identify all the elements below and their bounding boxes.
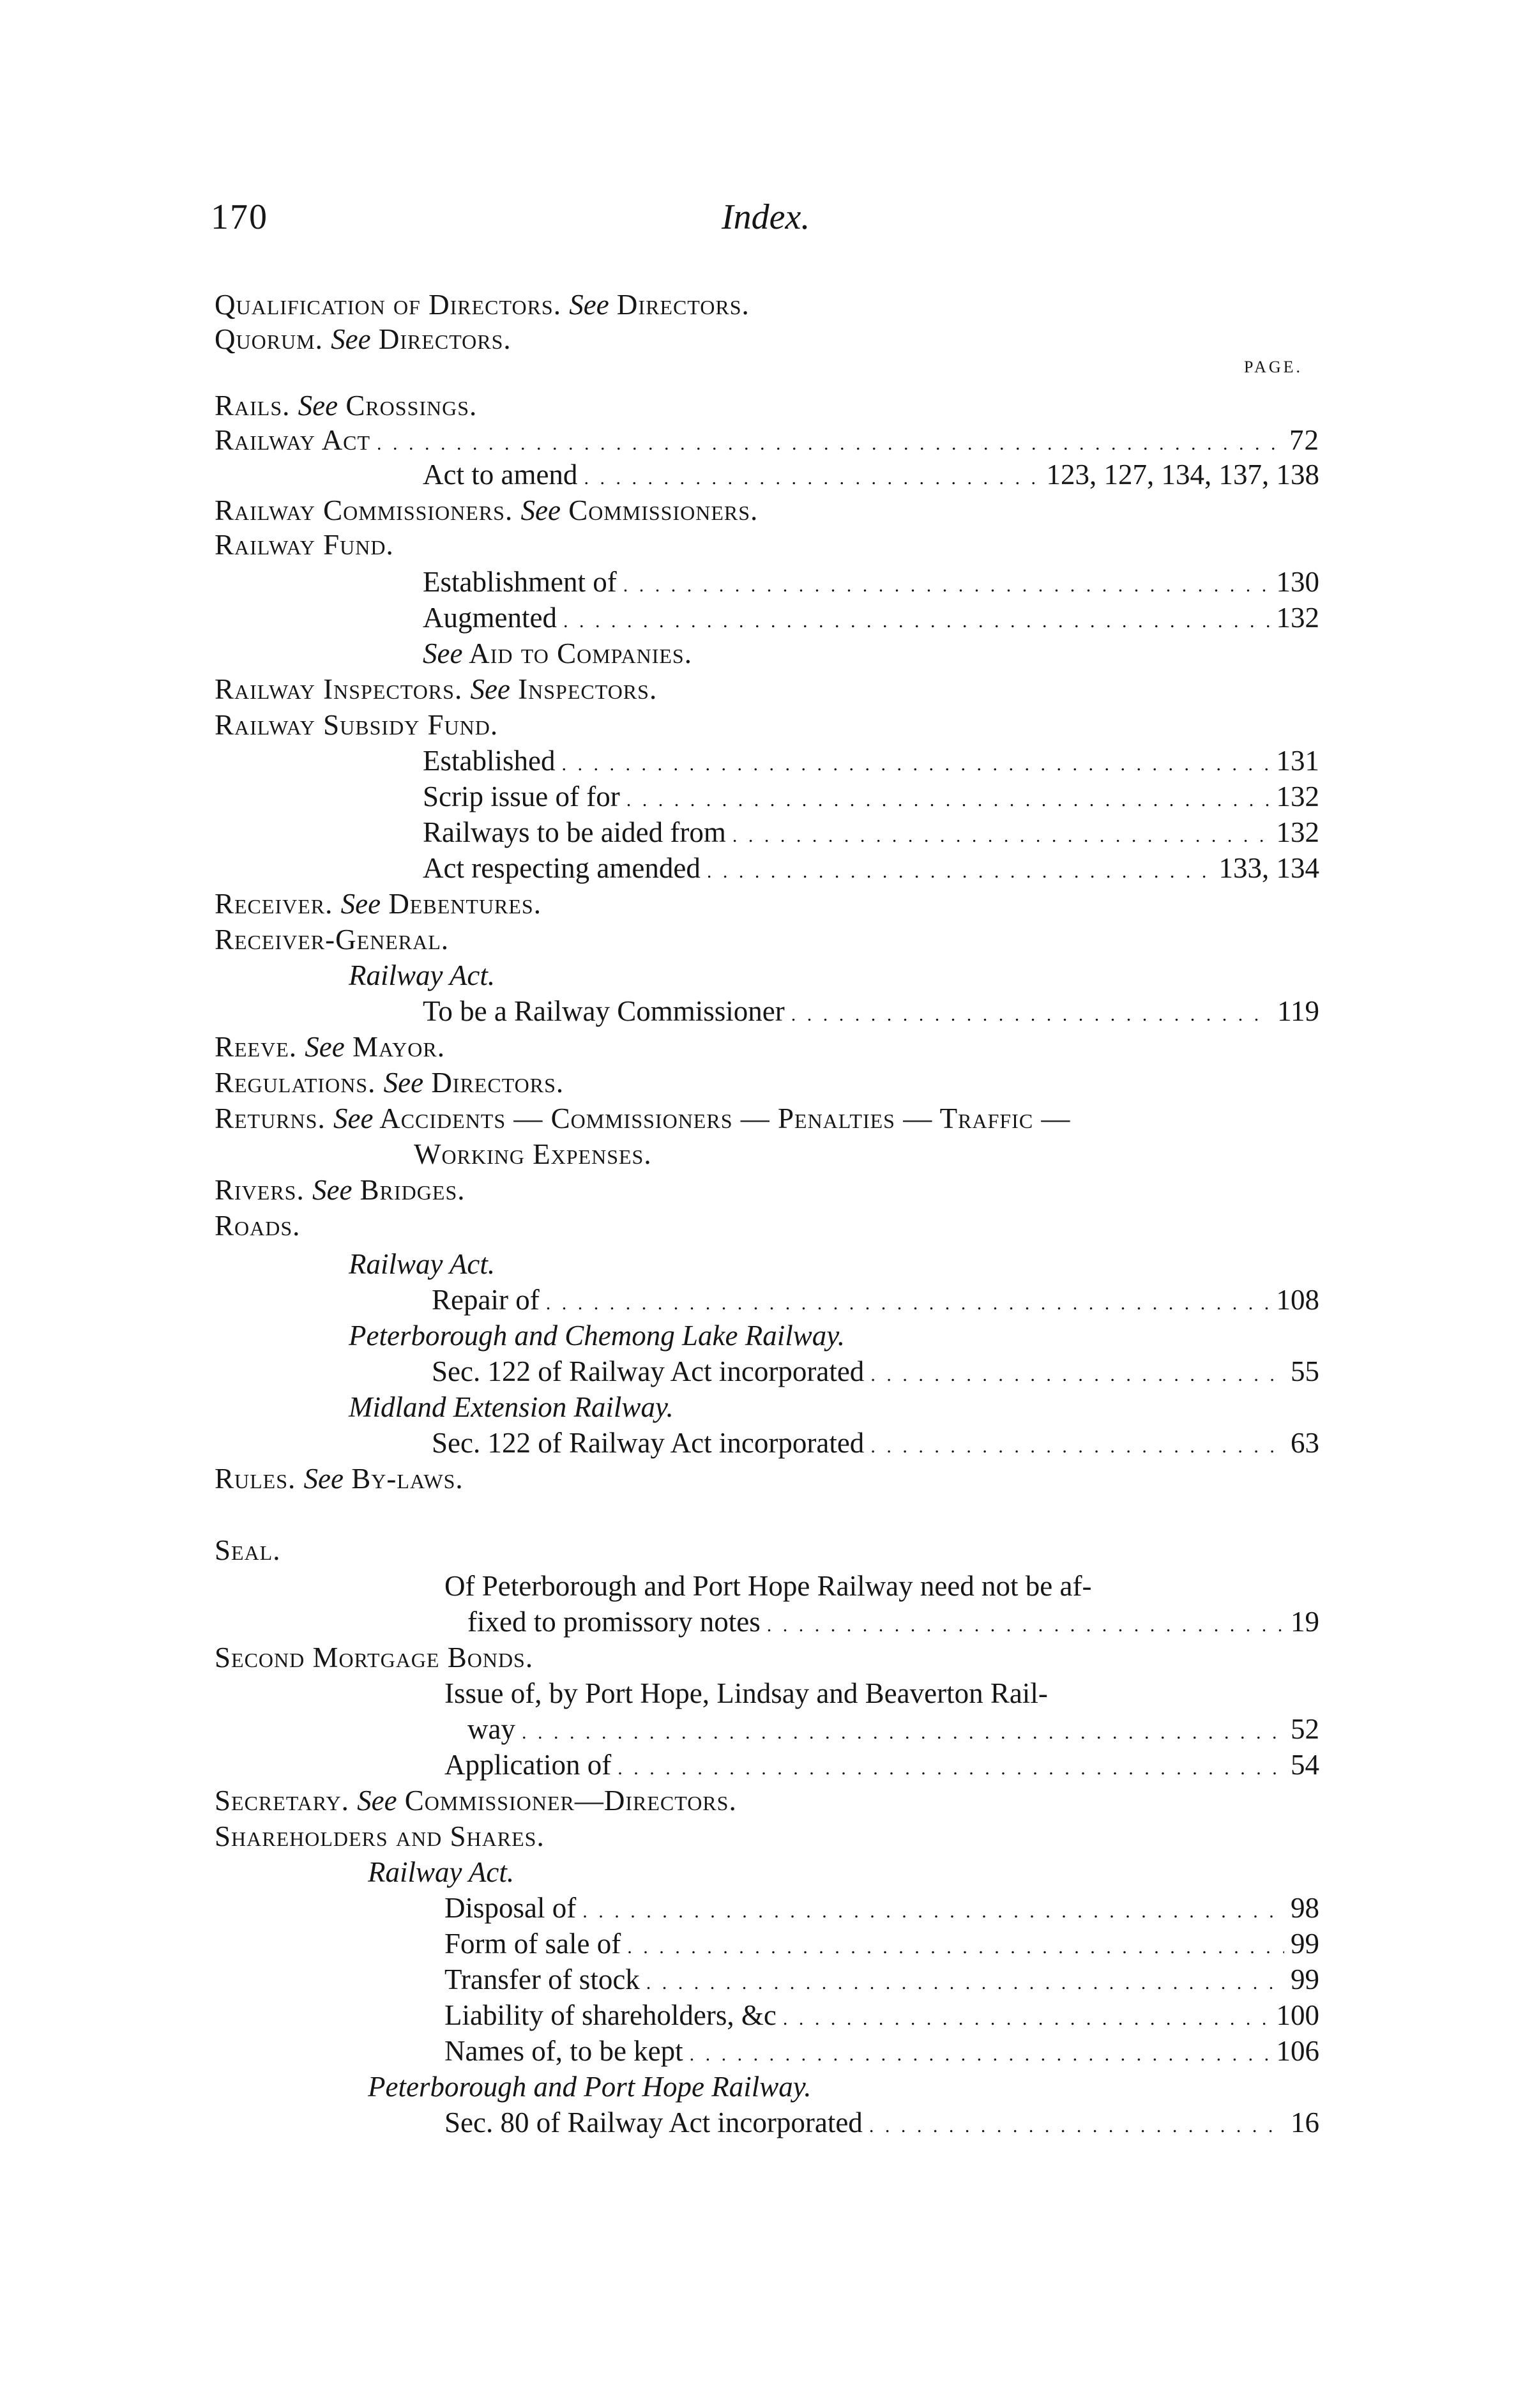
subentry-label: Act to amend: [423, 459, 578, 491]
entry-heading: Rivers.: [215, 1174, 305, 1206]
entry-heading: Railway Commissioners.: [215, 494, 513, 526]
index-entry-rules: [215, 1459, 1319, 1498]
index-entry-shareholders: [215, 1817, 1319, 1856]
index-entry-reeve: [215, 1027, 1319, 1067]
subentry-transfer: [215, 1960, 1319, 1999]
see-reference: See: [340, 888, 381, 920]
subentry-label: Establishment of: [423, 566, 617, 598]
subentry-label: fixed to promissory notes: [467, 1606, 761, 1638]
index-entry-regulations: [215, 1063, 1319, 1102]
index-entry-railway-subsidy-fund: [215, 705, 1319, 745]
page-reference: 132: [1276, 781, 1319, 812]
page-reference: 54: [1291, 1749, 1319, 1781]
subheading-railway-act: Railway Act.: [349, 959, 496, 991]
subentry-label: Repair of: [432, 1284, 540, 1316]
see-reference: See: [520, 494, 561, 526]
page-number: 170: [211, 197, 268, 237]
entry-heading: Second Mortgage Bonds.: [215, 1642, 534, 1673]
entry-heading: Rules.: [215, 1463, 296, 1495]
index-entry-roads: [215, 1206, 1319, 1246]
subentry-label: Transfer of stock: [444, 1963, 640, 1995]
page-reference: 19: [1291, 1606, 1319, 1638]
subentry-label: Established: [423, 745, 556, 777]
subentry-seal-continued: [215, 1602, 1319, 1642]
entry-heading: Quorum.: [215, 323, 323, 355]
index-entry-railway-commissioners: [215, 491, 1319, 530]
subentry-see-aid: [215, 634, 1319, 673]
see-reference: See: [357, 1785, 397, 1817]
page-reference: 72: [1289, 424, 1319, 456]
subentry-label: Disposal of: [444, 1892, 577, 1924]
page-reference: 130: [1276, 566, 1319, 598]
entry-heading: Seal.: [215, 1534, 281, 1566]
see-target: Commissioner—Directors.: [404, 1785, 737, 1817]
subentry-scrip-issue: [215, 777, 1319, 816]
subheading-peterborough-chemong: Peterborough and Chemong Lake Railway.: [349, 1320, 845, 1352]
subheading-railway-act: Railway Act.: [349, 1248, 496, 1280]
subentry-liability: [215, 1995, 1319, 2035]
subentry-established: [215, 741, 1319, 781]
page-reference: 16: [1291, 2107, 1319, 2138]
subentry-sec-122: [215, 1352, 1319, 1391]
subentry-label: Augmented: [423, 602, 557, 634]
page-reference: 106: [1276, 2035, 1319, 2067]
subentry-application: [215, 1745, 1319, 1785]
see-target: Commissioners.: [568, 494, 759, 526]
index-entry-rivers: [215, 1170, 1319, 1210]
subentry-augmented: [215, 598, 1319, 637]
see-target-continued: Working Expenses.: [414, 1138, 652, 1170]
subentry-label: Sec. 122 of Railway Act incorporated: [432, 1355, 865, 1387]
page-reference: 119: [1277, 995, 1319, 1027]
subentry-issue: [215, 1673, 1319, 1713]
page-reference: 99: [1291, 1928, 1319, 1960]
see-reference: See: [423, 637, 463, 669]
entry-heading: Railway Fund.: [215, 529, 394, 561]
subentry-label: Railways to be aided from: [423, 816, 726, 848]
index-entry-receiver: [215, 884, 1319, 924]
subentry-label: Liability of shareholders, &c: [444, 1999, 777, 2031]
subentry-label: To be a Railway Commissioner: [423, 995, 785, 1027]
see-reference: See: [331, 323, 371, 355]
subentry-sec-80: [215, 2103, 1319, 2142]
see-reference: See: [333, 1102, 374, 1134]
page-reference: 98: [1291, 1892, 1319, 1924]
index-entry-railway-inspectors: [215, 669, 1319, 709]
see-reference: See: [470, 673, 510, 705]
subentry-issue-continued: [215, 1709, 1319, 1749]
see-target: Inspectors.: [518, 673, 658, 705]
subentry-label: Names of, to be kept: [444, 2035, 683, 2067]
page-reference: 132: [1276, 816, 1319, 848]
page-reference: 131: [1276, 745, 1319, 777]
subentry-act-respecting: [215, 848, 1319, 888]
see-target: Aid to Companies.: [469, 637, 692, 669]
see-target: Directors.: [616, 289, 750, 321]
subentry-label: way: [467, 1713, 515, 1745]
page-reference: 133, 134: [1218, 852, 1319, 884]
entry-heading: Qualification of Directors.: [215, 289, 561, 321]
page-reference: 132: [1276, 602, 1319, 634]
subentry-label: Of Peterborough and Port Hope Railway need not be af-: [444, 1570, 1092, 1602]
subheading-peterborough-port-hope: Peterborough and Port Hope Railway.: [368, 2071, 812, 2103]
entry-heading: Regulations.: [215, 1067, 376, 1099]
page-reference: 52: [1291, 1713, 1319, 1745]
subentry-establishment: [215, 562, 1319, 602]
see-target: Mayor.: [352, 1031, 445, 1063]
subentry-railway-commissioner: [215, 991, 1319, 1031]
entry-heading: Returns.: [215, 1102, 326, 1134]
index-entry-returns-continued: [215, 1134, 1319, 1174]
subentry-label: Scrip issue of for: [423, 781, 620, 812]
see-reference: See: [383, 1067, 424, 1099]
index-entry-qualification: [215, 285, 1319, 324]
see-reference: See: [312, 1174, 352, 1206]
page-reference: 63: [1291, 1427, 1319, 1459]
see-reference: See: [305, 1031, 345, 1063]
entry-heading: Rails.: [215, 390, 291, 422]
subentry-label: Form of sale of: [444, 1928, 621, 1960]
page-reference: 99: [1291, 1963, 1319, 1995]
subentry-label: Application of: [444, 1749, 612, 1781]
see-target: Accidents — Commissioners — Penalties — Traffic —: [379, 1102, 1071, 1134]
index-entry-seal: [215, 1530, 1319, 1570]
index-body: [215, 0, 1319, 2408]
entry-heading: Receiver.: [215, 888, 333, 920]
dot-leader: [869, 2107, 1284, 2146]
entry-heading: Receiver-General.: [215, 924, 450, 956]
entry-heading: Railway Act: [215, 424, 371, 456]
see-target: Debentures.: [388, 888, 542, 920]
entry-heading: Roads.: [215, 1210, 301, 1242]
subentry-railways-aided: [215, 812, 1319, 852]
index-entry-railway-fund: [215, 525, 1319, 565]
subentry-repair: [215, 1280, 1319, 1320]
entry-heading: Railway Inspectors.: [215, 673, 463, 705]
subentry-names: [215, 2031, 1319, 2071]
page-reference: 108: [1276, 1284, 1319, 1316]
subheading-midland-extension: Midland Extension Railway.: [349, 1391, 674, 1423]
subentry-form-of-sale: [215, 1924, 1319, 1963]
subentry-act-to-amend: [215, 455, 1319, 494]
running-title: Index.: [722, 197, 810, 237]
subheading-railway-act: Railway Act.: [368, 1856, 515, 1888]
subentry-label: Act respecting amended: [423, 852, 701, 884]
index-entry-quorum: [215, 319, 1319, 359]
page-reference: 123, 127, 134, 137, 138: [1046, 459, 1319, 491]
see-target: Directors.: [378, 323, 512, 355]
see-target: By-laws.: [351, 1463, 464, 1495]
index-entry-returns: [215, 1099, 1319, 1138]
entry-heading: Shareholders and Shares.: [215, 1820, 545, 1852]
subentry-label: Sec. 80 of Railway Act incorporated: [444, 2107, 863, 2138]
entry-heading: Railway Subsidy Fund.: [215, 709, 499, 741]
see-target: Crossings.: [345, 390, 478, 422]
subentry-sec-122: [215, 1423, 1319, 1463]
entry-heading: Reeve.: [215, 1031, 298, 1063]
see-reference: See: [569, 289, 609, 321]
subentry-label: Issue of, by Port Hope, Lindsay and Beaverton Rail-: [444, 1677, 1048, 1709]
page-column-label: PAGE.: [1244, 358, 1303, 376]
index-entry-receiver-general: [215, 920, 1319, 959]
index-entry-secretary: [215, 1781, 1319, 1820]
index-entry-second-mortgage-bonds: [215, 1638, 1319, 1677]
see-reference: See: [298, 390, 338, 422]
index-entry-rails: [215, 386, 1319, 425]
subentry-label: Sec. 122 of Railway Act incorporated: [432, 1427, 865, 1459]
index-entry-railway-act: [215, 420, 1319, 460]
page-reference: 55: [1291, 1355, 1319, 1387]
see-target: Bridges.: [360, 1174, 466, 1206]
page-reference: 100: [1276, 1999, 1319, 2031]
see-reference: See: [303, 1463, 344, 1495]
see-target: Directors.: [431, 1067, 565, 1099]
subentry-disposal: [215, 1888, 1319, 1928]
subentry-seal-text: [215, 1566, 1319, 1606]
entry-heading: Secretary.: [215, 1785, 349, 1817]
